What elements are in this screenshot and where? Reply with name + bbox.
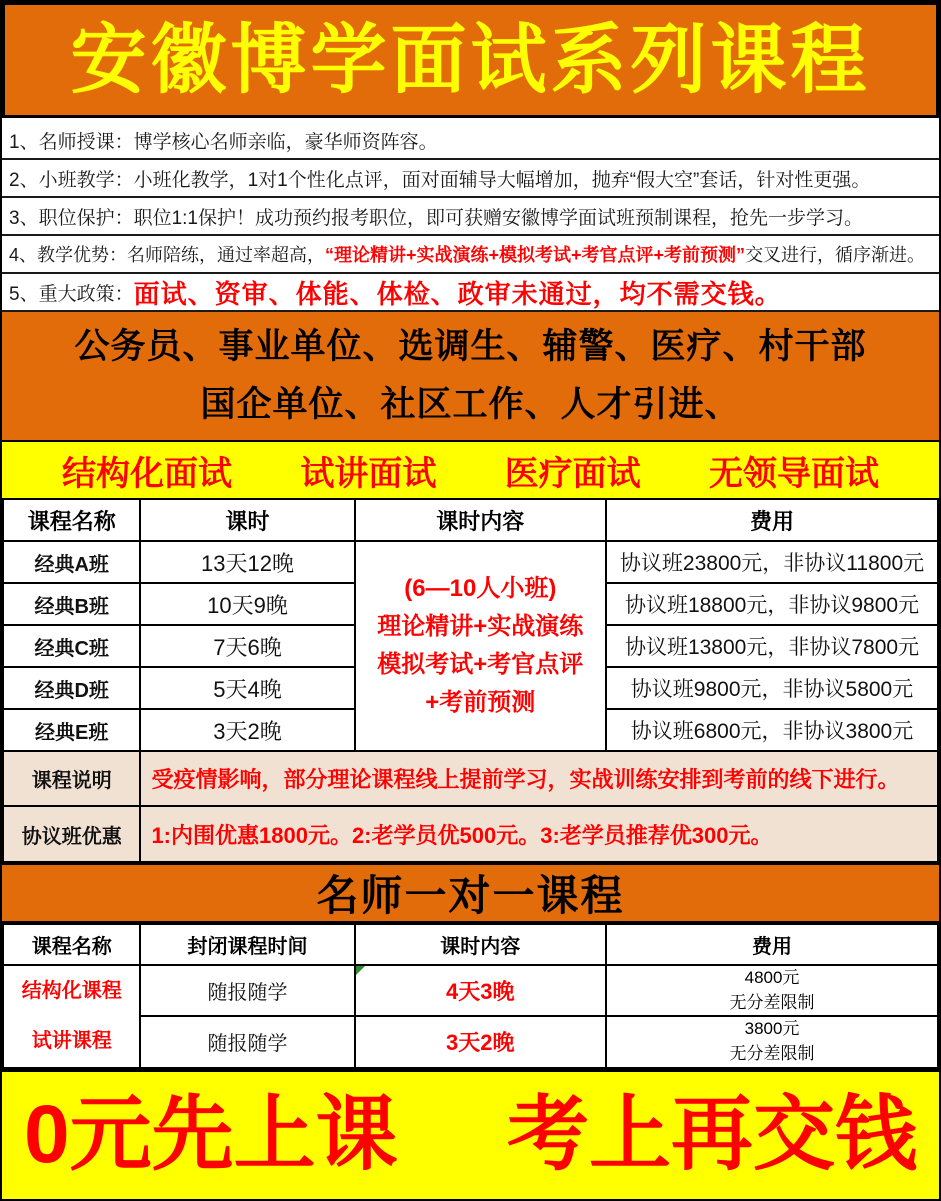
col-header-hours: 课时 xyxy=(140,499,354,541)
audience-banner xyxy=(2,312,939,442)
feature-row-1 xyxy=(2,122,939,160)
header-banner xyxy=(2,2,939,118)
feature-row-2 xyxy=(2,160,939,198)
feature-text-5-highlight: 面试、资审、体能、体检、政审未通过，均不需交钱。 xyxy=(133,279,782,310)
note-label: 协议班优惠 xyxy=(3,806,140,862)
course-schedule: 随报随学 xyxy=(140,1016,354,1067)
col-header-content: 课时内容 xyxy=(355,924,607,965)
course-name-structured: 结构化课程 xyxy=(21,980,122,1003)
one-on-one-row-1 xyxy=(3,965,938,1016)
slogan-right: 考上再交钱 xyxy=(506,1089,917,1181)
slogan-left: 0元先上课 xyxy=(24,1089,398,1181)
course-schedule: 随报随学 xyxy=(140,965,354,1016)
fee-note: 无分差限制 xyxy=(729,1043,815,1063)
content-line-4: +考前预测 xyxy=(425,689,536,716)
class-fee: 协议班23800元，非协议11800元 xyxy=(606,541,938,583)
interview-types-strip xyxy=(2,442,939,498)
table-row-class-a xyxy=(3,541,938,583)
course-content-cell xyxy=(355,541,607,751)
class-name: 经典E班 xyxy=(3,709,140,751)
interview-type-2: 试讲面试 xyxy=(300,454,437,493)
class-name: 经典B班 xyxy=(3,583,140,625)
page-title: 安徽博学面试系列课程 xyxy=(70,15,871,104)
content-line-2: 理论精讲+实战演练 xyxy=(377,613,584,640)
feature-text-5-pre: 5、重大政策： xyxy=(9,283,134,305)
class-hours: 7天6晚 xyxy=(140,625,354,667)
course-fee xyxy=(606,1016,938,1067)
fee-price: 3800元 xyxy=(744,1019,800,1039)
col-header-fee: 费用 xyxy=(606,924,938,965)
col-header-schedule: 封闭课程时间 xyxy=(140,924,354,965)
interview-type-4: 无领导面试 xyxy=(708,454,879,493)
feature-text-2: 2、小班教学：小班化教学，1对1个性化点评，面对面辅导大幅增加，抛弃“假大空”套话，针对性更强。 xyxy=(9,169,871,191)
interview-type-3: 医疗面试 xyxy=(504,454,641,493)
col-header-course-name: 课程名称 xyxy=(3,924,140,965)
class-hours: 3天2晚 xyxy=(140,709,354,751)
features-list xyxy=(2,118,939,312)
class-fee: 协议班13800元，非协议7800元 xyxy=(606,625,938,667)
cell-corner-marker-icon xyxy=(356,966,365,975)
class-name: 经典C班 xyxy=(3,625,140,667)
feature-text-4-pre: 4、教学优势：名师陪练，通过率超高， xyxy=(9,245,326,265)
interview-type-1: 结构化面试 xyxy=(62,454,232,493)
one-on-one-header-row xyxy=(3,924,938,965)
course-table-header-row xyxy=(3,499,938,541)
audience-line-1: 公务员、事业单位、选调生、辅警、医疗、村干部 xyxy=(74,327,867,367)
one-on-one-row-2 xyxy=(3,1016,938,1067)
course-table xyxy=(2,498,939,863)
content-line-1: (6—10人小班) xyxy=(404,575,557,602)
class-fee: 协议班18800元，非协议9800元 xyxy=(606,583,938,625)
class-fee: 协议班9800元，非协议5800元 xyxy=(606,667,938,709)
note-text: 受疫情影响，部分理论课程线上提前学习，实战训练安排到考前的线下进行。 xyxy=(140,751,938,806)
class-name: 经典A班 xyxy=(3,541,140,583)
discount-note-row xyxy=(3,806,938,862)
feature-text-4-post: 交叉进行，循序渐进。 xyxy=(745,245,926,265)
col-header-content: 课时内容 xyxy=(355,499,607,541)
feature-row-4 xyxy=(2,236,939,274)
course-note-row xyxy=(3,751,938,806)
feature-row-3 xyxy=(2,198,939,236)
course-duration xyxy=(355,965,607,1016)
feature-row-5 xyxy=(2,274,939,312)
one-on-one-table xyxy=(2,923,939,1069)
fee-note: 无分差限制 xyxy=(729,992,815,1012)
col-header-course-name: 课程名称 xyxy=(3,499,140,541)
course-duration xyxy=(355,1016,607,1067)
feature-text-3: 3、职位保护：职位1:1保护！成功预约报考职位，即可获赠安徽博学面试班预制课程，抢先一步学习。 xyxy=(9,207,863,229)
class-hours: 5天4晚 xyxy=(140,667,354,709)
course-duration-text: 4天3晚 xyxy=(446,979,515,1005)
note-text: 1:内围优惠1800元。2:老学员优500元。3:老学员推荐优300元。 xyxy=(140,806,938,862)
class-fee: 协议班6800元，非协议3800元 xyxy=(606,709,938,751)
fee-price: 4800元 xyxy=(744,968,800,987)
feature-text-1: 1、名师授课：博学核心名师亲临，豪华师资阵容。 xyxy=(9,131,438,153)
class-hours: 10天9晚 xyxy=(140,583,354,625)
class-name: 经典D班 xyxy=(3,667,140,709)
one-on-one-banner: 名师一对一课程 xyxy=(2,863,939,923)
course-name-lecture: 试讲课程 xyxy=(31,1030,112,1053)
col-header-fee: 费用 xyxy=(606,499,938,541)
course-fee xyxy=(606,965,938,1016)
footer-slogan xyxy=(2,1069,939,1199)
course-duration-text: 3天2晚 xyxy=(446,1030,515,1056)
content-line-3: 模拟考试+考官点评 xyxy=(377,651,584,678)
feature-text-4-highlight: “理论精讲+实战演练+模拟考试+考官点评+考前预测” xyxy=(325,245,746,265)
one-on-one-course-names xyxy=(3,965,140,1068)
note-label: 课程说明 xyxy=(3,751,140,806)
class-hours: 13天12晚 xyxy=(140,541,354,583)
audience-line-2: 国企单位、社区工作、人才引进、 xyxy=(200,385,741,424)
